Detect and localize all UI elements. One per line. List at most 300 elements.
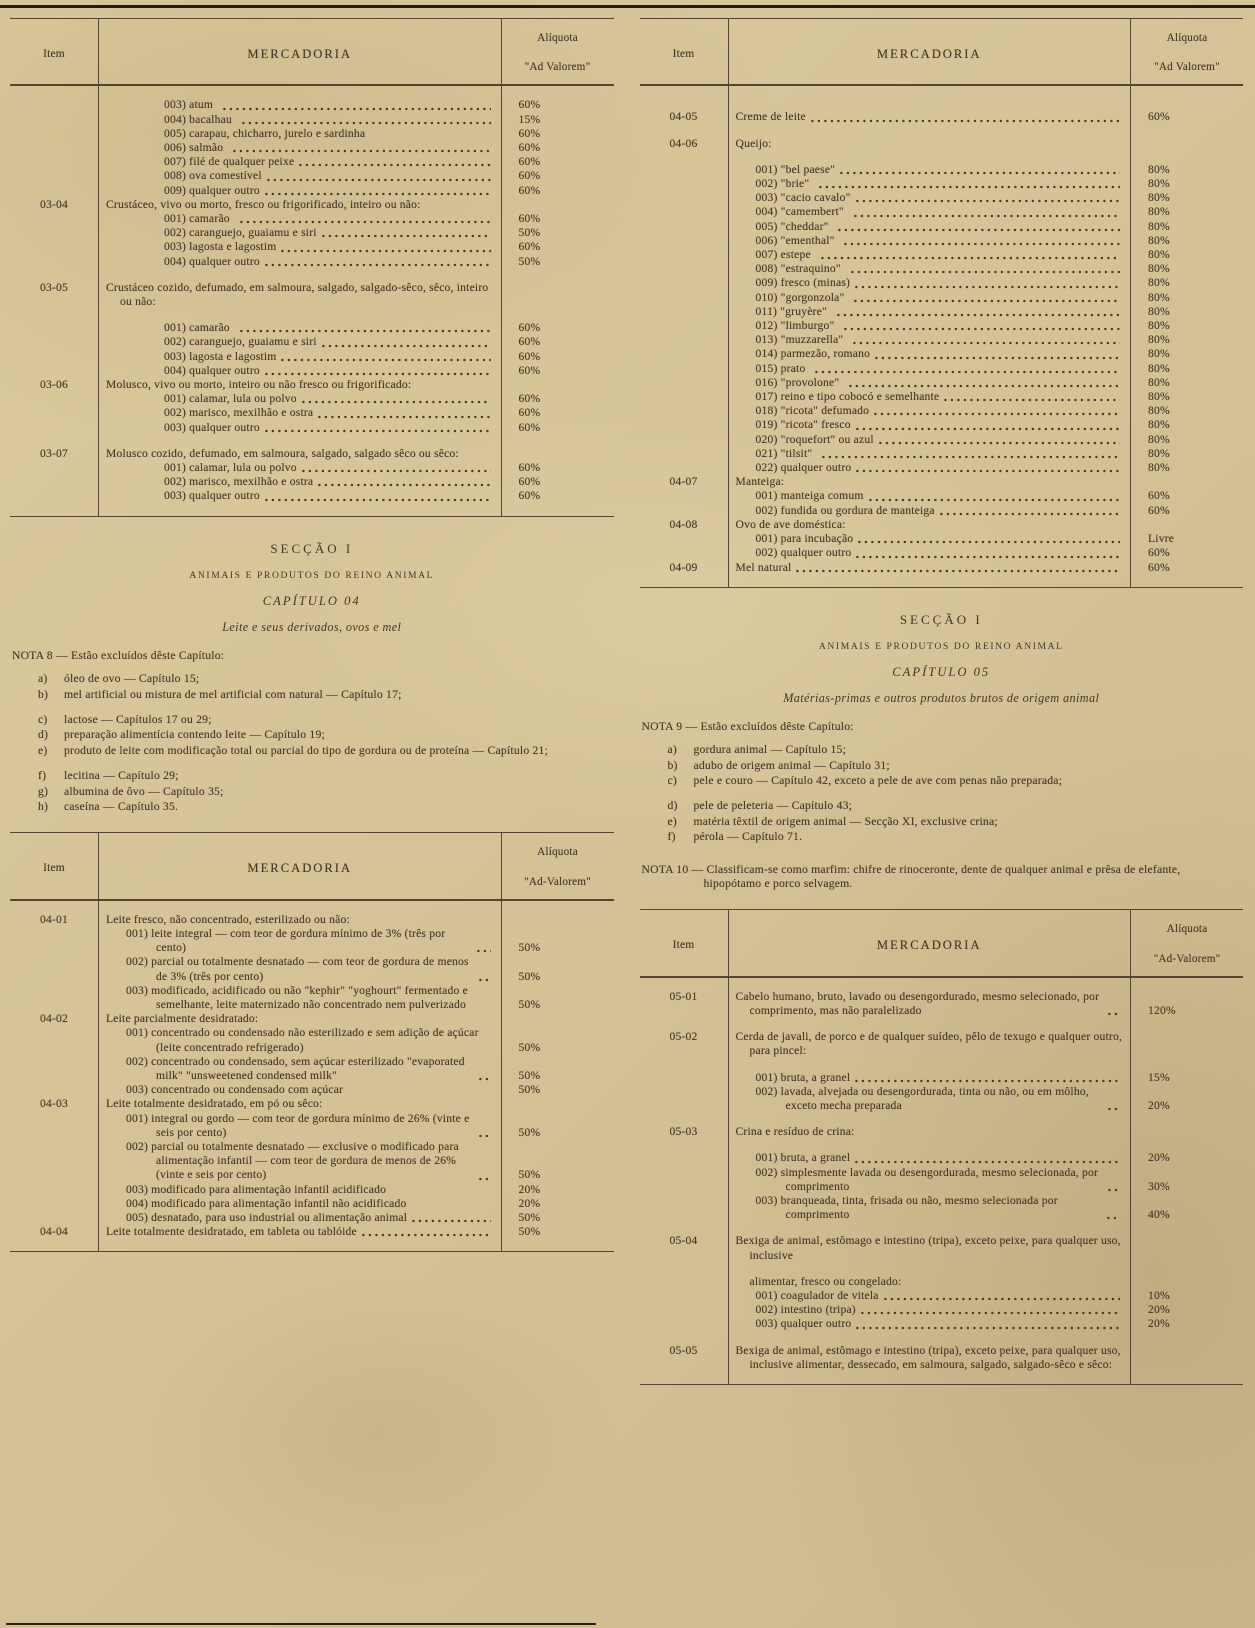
description-cell: [98, 378, 502, 392]
item-code: [10, 927, 98, 955]
col-header-item: Item: [43, 862, 65, 875]
item-code: [640, 347, 728, 361]
item-code: 05-04: [669, 1234, 698, 1248]
description: [126, 1183, 494, 1197]
dot-leader: [299, 163, 490, 167]
table-row: [640, 1125, 1244, 1139]
description-text: 007) estepe: [755, 248, 811, 262]
description-cell: [98, 913, 502, 927]
dot-leader: [855, 1079, 1120, 1083]
rate-value: 30%: [1148, 1179, 1170, 1193]
item-code: [640, 1166, 728, 1194]
description-text: 001) para incubação: [755, 532, 854, 546]
description: [164, 406, 494, 420]
nota-item-tag: c): [667, 773, 677, 787]
item-code: 04-04: [39, 1225, 69, 1239]
rate-value: 80%: [1148, 276, 1170, 290]
table-row: [640, 376, 1244, 390]
nota-item-tag: f): [38, 769, 47, 783]
description: [164, 350, 494, 364]
description-text: 004) qualquer outro: [164, 363, 260, 377]
item-code: 05-05: [669, 1343, 698, 1357]
description-text: 002) marisco, mexilhão e ostra: [164, 406, 314, 420]
description: [164, 421, 494, 435]
dot-leader: [412, 1219, 490, 1223]
description-text: 003) qualquer outro: [164, 420, 260, 434]
item-code: [10, 1197, 98, 1211]
description-cell: [98, 1211, 502, 1225]
description-cell: [728, 561, 1132, 575]
item-code: [10, 1026, 98, 1054]
dot-leader: [849, 384, 1120, 388]
dot-leader: [856, 199, 1120, 203]
description-text: 004) modificado para alimentação infantil não acidificado: [126, 1196, 407, 1210]
ad-valorem-label: "Ad Valorem": [1154, 61, 1220, 74]
rate-value: [1131, 1234, 1243, 1262]
section-line: CAPÍTULO 04: [262, 593, 361, 608]
description-cell: [98, 113, 502, 127]
nota-item-text: caseína — Capítulo 35.: [64, 799, 179, 813]
dot-leader: [821, 256, 1120, 260]
item-code: [640, 546, 728, 560]
description-text: 006) "ementhal": [755, 233, 835, 247]
col-header-aliquota: [1131, 19, 1243, 84]
nota-item-tag: d): [667, 799, 678, 813]
description: [164, 98, 494, 112]
dot-leader: [302, 400, 491, 404]
description-cell: [728, 333, 1132, 347]
description-cell: [98, 321, 502, 335]
item-code: [10, 461, 98, 475]
description-text: 001) leite integral — com teor de gordura mínimo de 3% (três por cento): [126, 926, 446, 955]
item-code: [640, 1085, 728, 1113]
dot-leader: [861, 1311, 1120, 1315]
description: [756, 177, 1124, 191]
item-code: [10, 169, 98, 183]
table-row: [10, 1197, 614, 1211]
description-text: 004) qualquer outro: [164, 254, 260, 268]
description: [756, 418, 1124, 432]
section-line: CAPÍTULO 05: [892, 664, 991, 679]
nota-item-tag: d): [38, 728, 49, 742]
rate-value: 80%: [1148, 262, 1170, 276]
description: [126, 1112, 494, 1140]
dot-leader: [811, 119, 1120, 123]
rate-value: 60%: [518, 141, 541, 155]
description: [736, 518, 1124, 532]
dot-leader: [1107, 1216, 1120, 1220]
description: [164, 240, 494, 254]
table-row: [640, 333, 1244, 347]
column-separator: [1130, 19, 1131, 587]
dot-leader: [844, 242, 1120, 246]
dot-leader: [940, 512, 1120, 516]
table-row: [640, 305, 1244, 319]
tariff-table: [10, 832, 614, 1252]
dot-leader: [362, 1233, 491, 1237]
table-row: [640, 1317, 1244, 1331]
description-text: 001) camarão: [164, 321, 230, 335]
description: [164, 321, 494, 335]
rate-value: 80%: [1148, 446, 1170, 460]
table-row: [10, 1112, 614, 1140]
table-row: [10, 1211, 614, 1225]
description-text: Crustáceo cozido, defumado, em salmoura, salgado, salgado-sêco, sêco, inteiro ou não:: [106, 280, 489, 309]
rate-value: [502, 1012, 614, 1026]
description: [756, 1151, 1124, 1165]
rate-value: [1131, 1125, 1243, 1139]
nota-block: [12, 649, 610, 815]
description-text: 001) bruta, a granel: [755, 1070, 851, 1084]
table-row: [640, 262, 1244, 276]
rate-value: 80%: [1148, 390, 1170, 404]
table-row: [10, 421, 614, 435]
description-text: 005) carapau, chicharro, jurelo e sardinha: [164, 126, 366, 140]
item-code: [10, 127, 98, 141]
description-text: Crustáceo, vivo ou morto, fresco ou frigorificado, inteiro ou não:: [106, 197, 421, 211]
description-text: 003) lagosta e lagostim: [164, 349, 277, 363]
description-cell: [728, 205, 1132, 219]
item-code: [640, 461, 728, 475]
row-spacer: [640, 125, 1244, 137]
table-row: [10, 1140, 614, 1183]
column-separator: [1130, 910, 1131, 1384]
description-cell: [728, 518, 1132, 532]
nota-item: [668, 799, 1240, 813]
description: [164, 184, 494, 198]
description-cell: [728, 1030, 1132, 1058]
table-row: [10, 1012, 614, 1026]
dot-leader: [796, 569, 1120, 573]
dot-leader: [318, 415, 490, 419]
description-text: 003) modificado para alimentação infantil acidificado: [126, 1182, 387, 1196]
item-code: [10, 184, 98, 198]
description: [756, 305, 1124, 319]
description-text: 011) "gruyère": [755, 304, 827, 318]
table-row: [640, 1030, 1244, 1058]
rate-value: 60%: [518, 126, 541, 140]
description-cell: [728, 504, 1132, 518]
dot-leader: [479, 978, 491, 982]
section-heading: [646, 612, 1238, 706]
item-code: [10, 489, 98, 503]
item-code: [10, 392, 98, 406]
ad-valorem-label: "Ad-Valorem": [1153, 952, 1221, 965]
dot-leader: [884, 1297, 1120, 1301]
rate-value: 80%: [1148, 162, 1170, 176]
description-text: Creme de leite: [735, 110, 806, 124]
description-cell: [728, 1344, 1132, 1372]
nota-item: [668, 830, 1240, 844]
nota-item-tag: a): [667, 743, 677, 757]
dot-leader: [874, 412, 1120, 416]
dot-leader: [267, 178, 491, 182]
item-code: [640, 205, 728, 219]
description: [736, 1344, 1124, 1372]
description-text: 006) salmão: [164, 141, 224, 155]
nota-item-tag: h): [38, 799, 49, 813]
nota-item: [38, 785, 610, 799]
tariff-table: [640, 909, 1244, 1385]
description-text: 001) concentrado ou condensado não esterilizado e sem adição de açúcar (leite concentrado refrigerado): [126, 1026, 479, 1054]
description-text: 001) camarão: [164, 212, 230, 226]
description-text: 001) coagulador de vitela: [755, 1289, 879, 1303]
description-cell: [728, 276, 1132, 290]
rate-value: [1131, 1030, 1243, 1058]
table-row: [640, 205, 1244, 219]
table-row: [10, 1225, 614, 1239]
rate-value: 60%: [518, 392, 541, 406]
row-spacer: [640, 98, 1244, 110]
rate-value: 15%: [1148, 1070, 1170, 1084]
nota-item-tag: e): [667, 814, 677, 828]
nota-item: [38, 728, 610, 742]
item-code: 03-06: [39, 378, 69, 392]
description: [164, 113, 494, 127]
rate-value: 80%: [1148, 432, 1170, 446]
description: [756, 1085, 1124, 1113]
rate-value: 50%: [518, 1225, 541, 1239]
description-cell: [728, 163, 1132, 177]
nota-lead: NOTA 8 — Estão excluídos dêste Capítulo:: [12, 648, 225, 662]
item-code: 04-03: [39, 1097, 69, 1111]
description-cell: [98, 169, 502, 183]
nota-item-text: lecitina — Capítulo 29;: [64, 769, 179, 783]
col-header-mercadoria: MERCADORIA: [247, 861, 353, 876]
description-text: 003) concentrado ou condensado com açúcar: [126, 1083, 344, 1097]
description-cell: [728, 475, 1132, 489]
item-code: [640, 1317, 728, 1331]
rate-value: 60%: [518, 420, 541, 434]
description: [756, 1194, 1124, 1222]
description-text: 002) qualquer outro: [755, 546, 852, 560]
description-cell: [728, 1234, 1132, 1262]
description-text: 001) bruta, a granel: [755, 1151, 851, 1165]
rate-value: 80%: [1148, 404, 1170, 418]
nota-item-text: albumina de ôvo — Capítulo 35;: [64, 784, 224, 798]
table-row: [640, 433, 1244, 447]
table-row: [640, 447, 1244, 461]
description-text: 001) "bel paese": [755, 162, 836, 176]
description: [106, 198, 494, 212]
nota-item: [38, 688, 610, 702]
description-cell: [728, 319, 1132, 333]
dot-leader: [856, 427, 1120, 431]
rate-value: [502, 378, 614, 392]
description-cell: [98, 984, 502, 1012]
item-code: [640, 447, 728, 461]
dot-leader: [265, 372, 491, 376]
dot-leader: [479, 1177, 491, 1181]
dot-leader: [318, 483, 490, 487]
description: [126, 1055, 494, 1083]
description: [756, 461, 1124, 475]
nota-item: [38, 744, 610, 758]
rate-value: 80%: [1148, 233, 1170, 247]
nota-item-tag: b): [667, 758, 678, 772]
row-spacer: [10, 269, 614, 281]
description-cell: [98, 141, 502, 155]
description-cell: [728, 1071, 1132, 1085]
description: [756, 234, 1124, 248]
description: [164, 155, 494, 169]
item-code: [640, 191, 728, 205]
rate-value: 80%: [1148, 191, 1170, 205]
table-row: [640, 248, 1244, 262]
column-separator: [728, 910, 729, 1384]
item-code: [640, 418, 728, 432]
table-row: [640, 561, 1244, 575]
description-cell: [728, 1275, 1132, 1289]
description-text: 002) simplesmente lavada ou desengordurada, mesmo selecionada, por comprimento: [755, 1165, 1099, 1193]
item-code: 04-02: [39, 1012, 69, 1026]
description: [756, 248, 1124, 262]
description-text: 015) prato: [755, 361, 806, 375]
col-header-item: Item: [672, 939, 695, 952]
description-cell: [728, 177, 1132, 191]
rate-value: 60%: [518, 183, 541, 197]
description-text: Crina e resíduo de crina:: [735, 1125, 855, 1139]
rate-value: 60%: [518, 363, 541, 377]
table-row: [10, 1055, 614, 1083]
description-text: 003) qualquer outro: [755, 1317, 852, 1331]
description: [756, 333, 1124, 347]
item-code: [640, 220, 728, 234]
description: [756, 1317, 1124, 1331]
table-row: [640, 276, 1244, 290]
item-code: 04-09: [669, 560, 698, 574]
aliquota-label: Alíquota: [537, 32, 578, 44]
description: [756, 532, 1124, 546]
description: [736, 137, 1124, 151]
rate-value: 60%: [1148, 110, 1170, 124]
item-code: [640, 234, 728, 248]
description-cell: [728, 362, 1132, 376]
column-separator: [501, 833, 502, 1251]
description-text: Bexiga de animal, estômago e intestino (tripa), exceto peixe, para qualquer uso, inclusive: [735, 1234, 1121, 1262]
description: [164, 141, 494, 155]
dot-leader: [856, 555, 1120, 559]
description: [756, 489, 1124, 503]
rate-value: [1131, 137, 1243, 151]
dot-leader: [479, 1134, 491, 1138]
two-column-layout: [10, 18, 1243, 1385]
rate-value: 50%: [518, 1168, 541, 1182]
description-cell: [98, 1183, 502, 1197]
description-cell: [728, 234, 1132, 248]
rate-value: 80%: [1148, 347, 1170, 361]
item-code: [10, 1211, 98, 1225]
nota-item: [38, 672, 610, 686]
rate-value: 50%: [518, 1083, 541, 1097]
rate-value: 50%: [518, 997, 541, 1011]
dot-leader: [302, 469, 491, 473]
description-cell: [728, 1194, 1132, 1222]
description-cell: [728, 489, 1132, 503]
description: [164, 475, 494, 489]
dot-leader: [233, 149, 490, 153]
table-row: [640, 418, 1244, 432]
row-spacer: [640, 1113, 1244, 1125]
description-cell: [98, 1197, 502, 1211]
description-text: 016) "provolone": [755, 375, 840, 389]
dot-leader: [844, 327, 1120, 331]
dot-leader: [281, 358, 490, 362]
item-code: 04-06: [669, 136, 698, 150]
table-row: [10, 350, 614, 364]
rate-value: 80%: [1148, 361, 1170, 375]
section-line: Matérias-primas e outros produtos brutos de origem animal: [783, 690, 1100, 705]
rate-value: [502, 447, 614, 461]
table-row: [10, 184, 614, 198]
description: [736, 561, 1124, 575]
section-line: SECÇÃO I: [270, 540, 354, 556]
section-line: ANIMAIS E PRODUTOS DO REINO ANIMAL: [189, 569, 435, 581]
description-text: 012) "limburgo": [755, 319, 835, 333]
item-code: [640, 1303, 728, 1317]
table-header-row: [640, 19, 1244, 86]
description-text: 013) "muzzarella": [755, 333, 844, 347]
item-code: 03-07: [39, 446, 69, 460]
description: [756, 163, 1124, 177]
description-cell: [728, 1289, 1132, 1303]
description-cell: [728, 110, 1132, 124]
table-row: [640, 1289, 1244, 1303]
description-cell: [98, 475, 502, 489]
table-row: [10, 198, 614, 212]
table-row: [10, 240, 614, 254]
description-text: 002) concentrado ou condensado, sem açúcar esterilizado "evaporated milk" "unsweetened condensed milk": [126, 1054, 465, 1082]
nota-block: [642, 863, 1240, 892]
table-row: [10, 1183, 614, 1197]
nota-item-text: preparação alimentícia contendo leite — Capítulo 19;: [64, 728, 325, 742]
description-text: 001) integral ou gordo — com teor de gordura mínimo de 26% (vinte e seis por cento): [126, 1111, 470, 1139]
description: [736, 990, 1124, 1018]
table-body: [640, 86, 1244, 586]
col-header-aliquota: [1131, 910, 1243, 975]
rate-value: 60%: [518, 240, 541, 254]
table-row: [10, 335, 614, 349]
description: [106, 378, 494, 392]
rate-value: 60%: [518, 169, 541, 183]
dot-leader: [853, 341, 1120, 345]
description: [756, 546, 1124, 560]
tariff-table: [640, 18, 1244, 588]
description: [756, 376, 1124, 390]
dot-leader: [858, 540, 1120, 544]
item-code: 05-02: [669, 1030, 698, 1044]
dot-leader: [240, 329, 491, 333]
rate-value: 80%: [1148, 248, 1170, 262]
dot-leader: [855, 285, 1120, 289]
nota-item: [668, 759, 1240, 773]
item-code: [10, 98, 98, 112]
description: [756, 1303, 1124, 1317]
nota-item-text: óleo de ovo — Capítulo 15;: [64, 672, 200, 686]
nota-item-text: lactose — Capítulos 17 ou 29;: [64, 712, 212, 726]
description: [164, 169, 494, 183]
dot-leader: [265, 498, 491, 502]
description-text: Cabelo humano, bruto, lavado ou desengordurado, mesmo selecionado, por comprimento, mas não paralelizado: [735, 989, 1100, 1017]
description-cell: [728, 376, 1132, 390]
rate-value: 60%: [518, 155, 541, 169]
description-text: 003) modificado, acidificado ou não "kephir" "yoghourt" fermentado e semelhante, leite maternizado não concentrado nem pulverizado: [126, 983, 468, 1011]
rate-value: [1131, 1275, 1243, 1289]
table-row: [640, 291, 1244, 305]
description-cell: [728, 1317, 1132, 1331]
description-text: 002) fundida ou gordura de manteiga: [755, 503, 935, 517]
description: [164, 212, 494, 226]
